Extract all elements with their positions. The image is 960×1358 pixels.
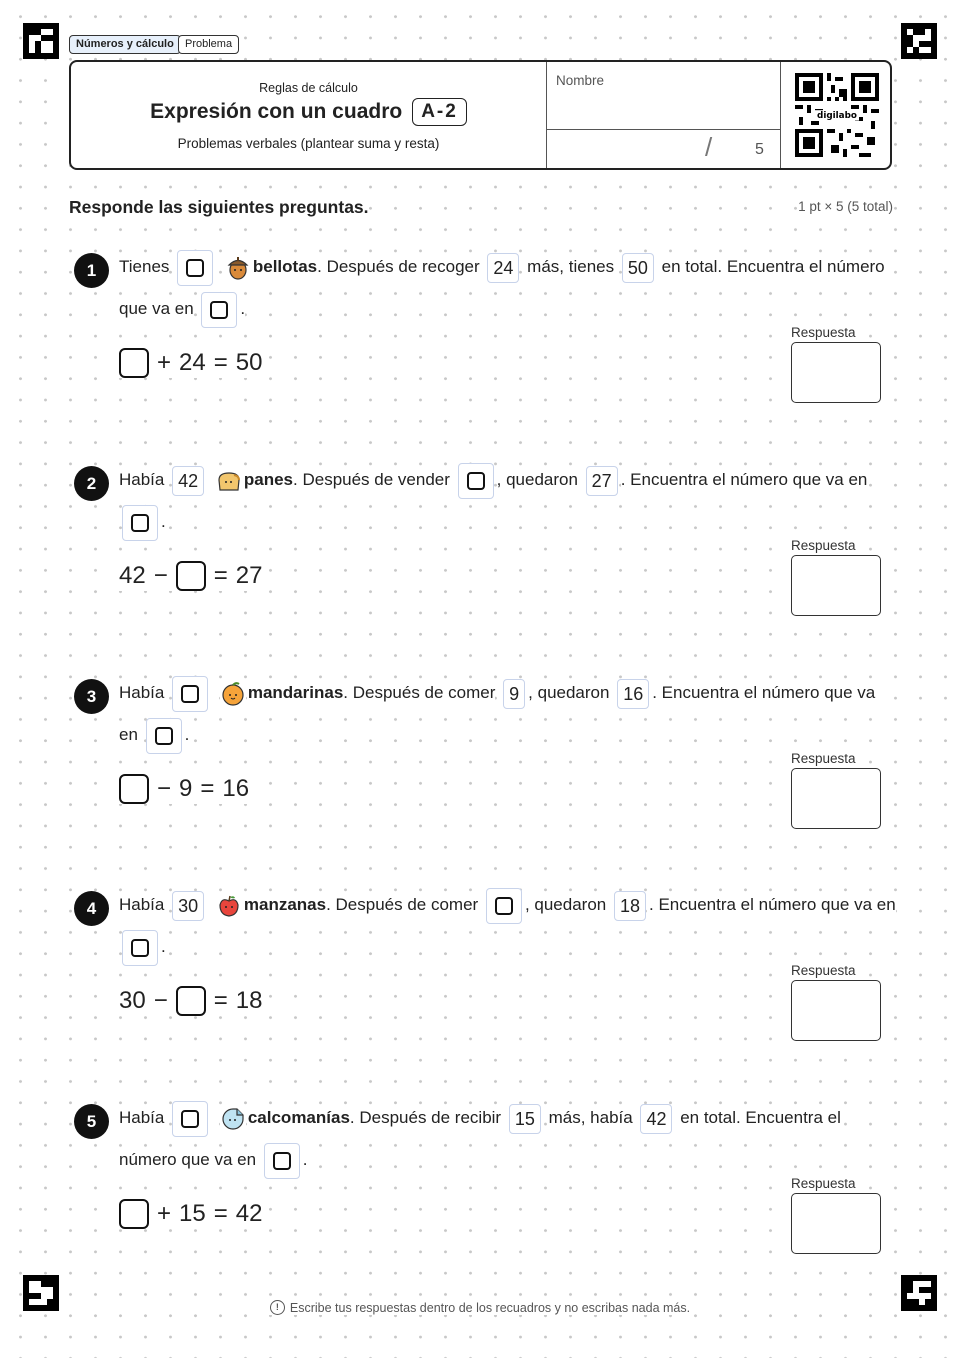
name-field[interactable] [546,62,781,168]
type-tag: Problema [178,35,239,54]
equation: − 9 = 16 [119,774,253,804]
worksheet-header [69,60,892,170]
number-box: 42 [172,466,204,496]
corner-marker-top-left [23,23,59,59]
answer-box[interactable] [791,980,881,1041]
answer-box[interactable] [791,1193,881,1254]
blank-box [119,1199,149,1229]
category-tag: Números y cálculo [69,35,181,54]
question-number: 1 [74,253,109,288]
blank-box [177,250,213,286]
blank-box [119,774,149,804]
svg-text:digilabo: digilabo [817,111,857,122]
blank-box [122,930,158,966]
sticker-icon [220,1106,246,1132]
footer-note [0,1299,960,1315]
number-box: 24 [487,253,519,283]
points-note: 1 pt × 5 (5 total) [798,199,893,214]
title-row [71,98,546,126]
name-label: Nombre [556,73,605,88]
number-box: 16 [617,679,649,709]
answer-label: Respuesta [791,538,856,553]
corner-marker-top-right [901,23,937,59]
answer-box[interactable] [791,768,881,829]
apple-icon [216,893,242,919]
qr-code-icon [795,73,879,157]
question-number: 3 [74,679,109,714]
blank-box [176,986,206,1016]
problem-text: Había calcomanías. Después de recibir 15 más, había 42 en total. Encuentra el [119,1101,899,1137]
blank-box [458,463,494,499]
subject-label: Reglas de cálculo [259,81,358,95]
answer-label: Respuesta [791,751,856,766]
number-box: 30 [172,891,204,921]
number-box: 42 [640,1104,672,1134]
problem-text-continued: . [119,930,899,966]
item-name: bellotas [252,257,318,277]
problem-5 [0,1104,960,1304]
problem-text: Había 42 panes. Después de vender , quedaron 27 . Encuentra el número que va en [119,463,899,499]
answer-label: Respuesta [791,325,856,340]
number-box: 18 [614,891,646,921]
question-number: 4 [74,891,109,926]
item-name: manzanas [243,895,327,915]
score-total: 5 [755,141,764,158]
number-box: 9 [503,679,525,709]
problem-text-continued: en . [119,718,899,754]
number-box: 27 [586,466,618,496]
blank-box [201,292,237,328]
answer-label: Respuesta [791,963,856,978]
blank-box [172,676,208,712]
score-slash: / [705,132,713,162]
problem-text-continued: número que va en . [119,1143,899,1179]
equation: + 24 = 50 [119,348,266,378]
footer-text: Escribe tus respuestas dentro de los recuadros y no escribas nada más. [289,1300,691,1315]
equation: 42 − = 27 [119,561,266,591]
blank-box [264,1143,300,1179]
problem-3 [0,679,960,879]
equation: + 15 = 42 [119,1199,266,1229]
bread-icon [216,468,242,494]
answer-label: Respuesta [791,1176,856,1191]
name-divider [547,129,781,130]
problem-text-continued: que va en . [119,292,899,328]
question-number: 5 [74,1104,109,1139]
number-box: 50 [622,253,654,283]
blank-box [486,888,522,924]
acorn-icon [225,255,251,281]
problem-text-continued: . [119,505,899,541]
problem-1 [0,253,960,453]
item-name: mandarinas [247,683,344,703]
problem-text: Tienes bellotas. Después de recoger 24 más, tienes 50 en total. Encuentra el número [119,250,899,286]
qr-code-area [780,62,891,168]
tangerine-icon [220,681,246,707]
blank-box [119,348,149,378]
blank-box [122,505,158,541]
item-name: panes [243,470,294,490]
problem-4 [0,891,960,1091]
blank-box [172,1101,208,1137]
answer-box[interactable] [791,555,881,616]
worksheet-subtitle: Problemas verbales (plantear suma y resta) [177,136,440,151]
problem-text: Había mandarinas. Después de comer 9 , quedaron 16 . Encuentra el número que va [119,676,899,712]
info-icon: ! [270,1300,285,1315]
problem-2 [0,466,960,666]
number-box: 15 [509,1104,541,1134]
question-number: 2 [74,466,109,501]
item-name: calcomanías [247,1108,350,1128]
blank-box [176,561,206,591]
answer-box[interactable] [791,342,881,403]
level-badge: A-2 [412,98,467,126]
problem-text: Había 30 manzanas. Después de comer , quedaron 18 . Encuentra el número que va en [119,888,899,924]
blank-box [146,718,182,754]
worksheet-title: Expresión con un cuadro [150,100,403,123]
equation: 30 − = 18 [119,986,266,1016]
instructions: Responde las siguientes preguntas. [69,197,369,217]
